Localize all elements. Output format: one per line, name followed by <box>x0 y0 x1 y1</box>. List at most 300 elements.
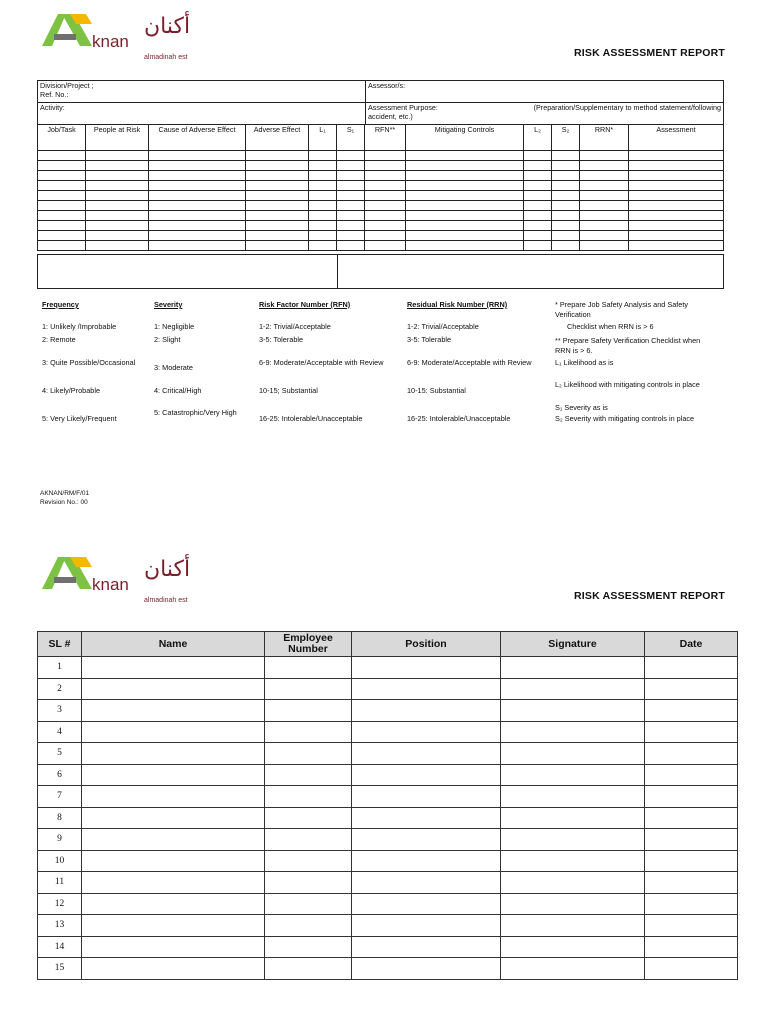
risk-table-cell[interactable] <box>365 201 406 211</box>
date-cell[interactable] <box>645 936 738 958</box>
risk-table-cell[interactable] <box>580 201 629 211</box>
note-item: * Prepare Job Safety Analysis and Safety Verification <box>555 300 689 319</box>
risk-table-cell[interactable] <box>337 151 365 161</box>
risk-table-cell[interactable] <box>524 231 552 241</box>
date-cell[interactable] <box>645 893 738 915</box>
signature-cell[interactable] <box>501 678 645 700</box>
risk-table-cell[interactable] <box>246 171 309 181</box>
risk-table-cell[interactable] <box>337 241 365 251</box>
employee-number-cell[interactable] <box>265 786 352 808</box>
row-number: 2 <box>38 678 82 700</box>
name-cell[interactable] <box>82 700 265 722</box>
revision-number: Revision No.: 00 <box>40 499 88 506</box>
name-cell[interactable] <box>82 743 265 765</box>
date-cell[interactable] <box>645 958 738 980</box>
signature-table <box>37 631 738 980</box>
date-cell[interactable] <box>645 657 738 679</box>
risk-table-cell[interactable] <box>149 181 246 191</box>
risk-table-cell[interactable] <box>580 161 629 171</box>
risk-table-header <box>38 125 724 151</box>
risk-table-cell[interactable] <box>246 231 309 241</box>
risk-table-cell[interactable] <box>38 171 86 181</box>
risk-table-cell[interactable] <box>524 241 552 251</box>
risk-table-cell[interactable] <box>38 191 86 201</box>
risk-table-cell[interactable] <box>309 211 337 221</box>
signature-cell[interactable] <box>501 915 645 937</box>
risk-table-cell[interactable] <box>580 211 629 221</box>
date-cell[interactable] <box>645 764 738 786</box>
risk-table-cell[interactable] <box>38 221 86 231</box>
rfn-item: 3-5: Tolerable <box>259 335 304 344</box>
remarks-table <box>37 254 724 289</box>
risk-table-cell[interactable] <box>552 221 580 231</box>
position-cell[interactable] <box>352 915 501 937</box>
risk-table-cell[interactable] <box>309 171 337 181</box>
signature-cell[interactable] <box>501 743 645 765</box>
risk-table-cell[interactable] <box>86 171 149 181</box>
signature-cell[interactable] <box>501 700 645 722</box>
risk-table-cell[interactable] <box>246 241 309 251</box>
risk-table-cell[interactable] <box>580 231 629 241</box>
row-number: 11 <box>38 872 82 894</box>
risk-table-cell[interactable] <box>524 211 552 221</box>
row-number: 5 <box>38 743 82 765</box>
date-cell[interactable] <box>645 829 738 851</box>
report-title-2: RISK ASSESSMENT REPORT <box>574 590 726 602</box>
signature-cell[interactable] <box>501 764 645 786</box>
risk-table-cell[interactable] <box>149 231 246 241</box>
date-cell[interactable] <box>645 872 738 894</box>
remarks-right-cell[interactable] <box>338 255 724 289</box>
risk-table-cell[interactable] <box>580 181 629 191</box>
risk-table-cell[interactable] <box>246 181 309 191</box>
employee-number-cell[interactable] <box>265 850 352 872</box>
signature-cell[interactable] <box>501 850 645 872</box>
name-cell[interactable] <box>82 721 265 743</box>
col-people: People at Risk <box>86 125 149 151</box>
risk-table-cell[interactable] <box>246 191 309 201</box>
risk-table-cell[interactable] <box>365 221 406 231</box>
risk-table-cell[interactable] <box>86 241 149 251</box>
employee-number-cell[interactable] <box>265 893 352 915</box>
employee-number-cell[interactable] <box>265 807 352 829</box>
risk-table-cell[interactable] <box>552 191 580 201</box>
risk-table-row <box>38 191 724 201</box>
risk-table-cell[interactable] <box>86 221 149 231</box>
signature-row <box>38 850 738 872</box>
risk-table-cell[interactable] <box>337 191 365 201</box>
risk-table-row <box>38 211 724 221</box>
risk-table-cell[interactable] <box>309 151 337 161</box>
legend-rrn-title: Residual Risk Number (RRN) <box>407 300 508 309</box>
frequency-item: 5: Very Likely/Frequent <box>42 414 117 423</box>
report-title: RISK ASSESSMENT REPORT <box>574 47 726 59</box>
row-number: 6 <box>38 764 82 786</box>
severity-item: 5: Catastrophic/Very High <box>154 408 237 417</box>
risk-table-cell[interactable] <box>365 231 406 241</box>
signature-row <box>38 678 738 700</box>
risk-table-cell[interactable] <box>309 221 337 231</box>
note-item: Checklist when RRN is > 6 <box>567 322 654 331</box>
row-number: 15 <box>38 958 82 980</box>
position-cell[interactable] <box>352 850 501 872</box>
form-code: AKNAN/RM/F/01 <box>40 490 90 497</box>
risk-table-cell[interactable] <box>149 241 246 251</box>
risk-table-row <box>38 201 724 211</box>
signature-cell[interactable] <box>501 786 645 808</box>
col-rrn: RRN* <box>580 125 629 151</box>
risk-table-cell[interactable] <box>38 151 86 161</box>
row-number: 14 <box>38 936 82 958</box>
name-cell[interactable] <box>82 764 265 786</box>
position-cell[interactable] <box>352 829 501 851</box>
risk-table-cell[interactable] <box>552 201 580 211</box>
signature-cell[interactable] <box>501 657 645 679</box>
company-logo-2 <box>40 555 200 611</box>
risk-table-cell[interactable] <box>524 221 552 231</box>
risk-table-cell[interactable] <box>552 171 580 181</box>
risk-table-cell[interactable] <box>337 181 365 191</box>
risk-table-cell[interactable] <box>38 241 86 251</box>
date-cell[interactable] <box>645 743 738 765</box>
name-cell[interactable] <box>82 850 265 872</box>
purpose-cell[interactable] <box>366 103 724 125</box>
risk-table-cell[interactable] <box>86 181 149 191</box>
risk-table-cell[interactable] <box>580 221 629 231</box>
date-cell[interactable] <box>645 786 738 808</box>
col-s1: S₁ <box>337 125 365 151</box>
risk-table-cell[interactable] <box>552 241 580 251</box>
name-cell[interactable] <box>82 936 265 958</box>
risk-table-cell[interactable] <box>580 191 629 201</box>
date-cell[interactable] <box>645 850 738 872</box>
risk-table-cell[interactable] <box>86 151 149 161</box>
signature-cell[interactable] <box>501 893 645 915</box>
frequency-item: 1: Unlikely /Improbable <box>42 322 117 331</box>
risk-table-cell[interactable] <box>629 231 724 241</box>
risk-table-cell[interactable] <box>406 201 524 211</box>
note-item: L₂ Likelihood with mitigating controls in place <box>555 380 700 389</box>
col-adverse: Adverse Effect <box>246 125 309 151</box>
row-number: 3 <box>38 700 82 722</box>
col-date: Date <box>645 632 738 657</box>
col-employee-number: Employee Number <box>265 632 352 657</box>
col-l1: L₁ <box>309 125 337 151</box>
risk-table-cell[interactable] <box>337 171 365 181</box>
legend-frequency-title: Frequency <box>42 300 79 309</box>
date-cell[interactable] <box>645 721 738 743</box>
risk-table-cell[interactable] <box>365 241 406 251</box>
risk-table-cell[interactable] <box>86 211 149 221</box>
employee-number-cell[interactable] <box>265 958 352 980</box>
risk-table-cell[interactable] <box>149 151 246 161</box>
logo-tagline: almadinah est <box>144 54 188 61</box>
position-cell[interactable] <box>352 936 501 958</box>
risk-table-cell[interactable] <box>38 211 86 221</box>
employee-number-cell[interactable] <box>265 743 352 765</box>
risk-table-cell[interactable] <box>629 201 724 211</box>
note-item: S₂ Severity with mitigating controls in place <box>555 414 695 423</box>
assessor-cell[interactable] <box>366 81 724 103</box>
col-mitigating: Mitigating Controls <box>406 125 524 151</box>
signature-row <box>38 764 738 786</box>
rfn-item: 10-15; Substantial <box>259 386 318 395</box>
col-signature: Signature <box>501 632 645 657</box>
position-cell[interactable] <box>352 721 501 743</box>
position-cell[interactable] <box>352 786 501 808</box>
purpose-text: (Preparation/Supplementary to method statement/following <box>533 103 721 112</box>
col-position: Position <box>352 632 501 657</box>
purpose-label: Assessment Purpose: <box>368 103 438 112</box>
risk-table-cell[interactable] <box>365 181 406 191</box>
signature-row <box>38 786 738 808</box>
logo-arabic-text: أكنان <box>144 557 191 582</box>
name-cell[interactable] <box>82 872 265 894</box>
row-number: 4 <box>38 721 82 743</box>
logo-tagline: almadinah est <box>144 597 188 604</box>
name-cell[interactable] <box>82 786 265 808</box>
risk-table-row <box>38 161 724 171</box>
risk-table-cell[interactable] <box>365 211 406 221</box>
rfn-item: 16-25: Intolerable/Unacceptable <box>259 414 363 423</box>
risk-table-cell[interactable] <box>524 161 552 171</box>
division-cell[interactable] <box>38 81 366 103</box>
row-number: 12 <box>38 893 82 915</box>
risk-table-cell[interactable] <box>552 211 580 221</box>
rfn-item: 6-9: Moderate/Acceptable with Review <box>259 358 384 367</box>
risk-table-cell[interactable] <box>524 191 552 201</box>
risk-table-cell[interactable] <box>365 171 406 181</box>
rrn-item: 10-15: Substantial <box>407 386 466 395</box>
risk-table-cell[interactable] <box>86 161 149 171</box>
risk-table-cell[interactable] <box>38 161 86 171</box>
col-rfn: RFN** <box>365 125 406 151</box>
position-cell[interactable] <box>352 764 501 786</box>
employee-number-cell[interactable] <box>265 915 352 937</box>
rrn-item: 1-2: Trivial/Acceptable <box>407 322 479 331</box>
risk-table-cell[interactable] <box>246 211 309 221</box>
risk-table-cell[interactable] <box>337 201 365 211</box>
risk-table-cell[interactable] <box>524 201 552 211</box>
risk-table-cell[interactable] <box>246 161 309 171</box>
date-cell[interactable] <box>645 700 738 722</box>
col-job: Job/Task <box>38 125 86 151</box>
remarks-left-cell[interactable] <box>38 255 338 289</box>
signature-cell[interactable] <box>501 807 645 829</box>
legend-severity-title: Severity <box>154 300 183 309</box>
col-l2: L₂ <box>524 125 552 151</box>
logo-latin-text: knan <box>92 575 129 594</box>
rfn-item: 1-2: Trivial/Acceptable <box>259 322 331 331</box>
risk-table-cell[interactable] <box>580 151 629 161</box>
signature-cell[interactable] <box>501 958 645 980</box>
position-cell[interactable] <box>352 958 501 980</box>
risk-table-cell[interactable] <box>365 161 406 171</box>
signature-row <box>38 958 738 980</box>
risk-table-cell[interactable] <box>86 191 149 201</box>
risk-table-row <box>38 181 724 191</box>
risk-table-cell[interactable] <box>524 171 552 181</box>
risk-table-cell[interactable] <box>337 231 365 241</box>
risk-table-cell[interactable] <box>629 181 724 191</box>
note-item: ** Prepare Safety Verification Checklist when RRN is > 6. <box>555 336 701 355</box>
col-name: Name <box>82 632 265 657</box>
risk-table-cell[interactable] <box>309 231 337 241</box>
name-cell[interactable] <box>82 807 265 829</box>
risk-table-cell[interactable] <box>149 211 246 221</box>
risk-table-cell[interactable] <box>365 191 406 201</box>
risk-table-cell[interactable] <box>38 201 86 211</box>
logo-arabic-text: أكنان <box>144 14 191 39</box>
risk-table-cell[interactable] <box>337 221 365 231</box>
rrn-item: 6-9: Moderate/Acceptable with Review <box>407 358 532 367</box>
risk-table-cell[interactable] <box>149 201 246 211</box>
signature-cell[interactable] <box>501 721 645 743</box>
risk-table-cell[interactable] <box>552 161 580 171</box>
risk-table-cell[interactable] <box>309 241 337 251</box>
risk-table-cell[interactable] <box>629 191 724 201</box>
frequency-item: 3: Quite Possible/Occasional <box>42 358 136 367</box>
note-item: S₁ Severity as is <box>555 403 608 412</box>
name-cell[interactable] <box>82 657 265 679</box>
row-number: 10 <box>38 850 82 872</box>
risk-table-cell[interactable] <box>406 151 524 161</box>
position-cell[interactable] <box>352 807 501 829</box>
severity-item: 4: Critical/High <box>154 386 202 395</box>
risk-table-cell[interactable] <box>365 151 406 161</box>
employee-number-cell[interactable] <box>265 829 352 851</box>
risk-table-cell[interactable] <box>406 171 524 181</box>
risk-table-cell[interactable] <box>149 171 246 181</box>
rrn-item: 16-25: Intolerable/Unacceptable <box>407 414 511 423</box>
risk-table-row <box>38 231 724 241</box>
position-cell[interactable] <box>352 743 501 765</box>
signature-cell[interactable] <box>501 872 645 894</box>
logo-latin-text: knan <box>92 32 129 51</box>
row-number: 8 <box>38 807 82 829</box>
frequency-item: 2: Remote <box>42 335 76 344</box>
risk-table-cell[interactable] <box>406 231 524 241</box>
risk-table-cell[interactable] <box>38 181 86 191</box>
risk-table-cell[interactable] <box>524 151 552 161</box>
risk-table-cell[interactable] <box>86 201 149 211</box>
risk-table-cell[interactable] <box>406 181 524 191</box>
position-cell[interactable] <box>352 678 501 700</box>
ref-label: Ref. No.: <box>40 90 69 99</box>
risk-table-cell[interactable] <box>309 161 337 171</box>
signature-row <box>38 807 738 829</box>
signature-row <box>38 936 738 958</box>
company-logo <box>40 12 200 68</box>
risk-table-cell[interactable] <box>580 241 629 251</box>
activity-label: Activity: <box>40 103 65 112</box>
risk-table-cell[interactable] <box>149 191 246 201</box>
legend-rfn-title: Risk Factor Number (RFN) <box>259 300 351 309</box>
risk-table-cell[interactable] <box>149 161 246 171</box>
position-cell[interactable] <box>352 657 501 679</box>
frequency-item: 4: Likely/Probable <box>42 386 101 395</box>
employee-number-cell[interactable] <box>265 721 352 743</box>
risk-table-cell[interactable] <box>309 191 337 201</box>
col-assessment: Assessment <box>629 125 724 151</box>
risk-table-cell[interactable] <box>406 221 524 231</box>
risk-table-cell[interactable] <box>406 161 524 171</box>
date-cell[interactable] <box>645 807 738 829</box>
risk-table-cell[interactable] <box>552 231 580 241</box>
risk-table-cell[interactable] <box>524 181 552 191</box>
risk-table-cell[interactable] <box>629 221 724 231</box>
employee-number-cell[interactable] <box>265 700 352 722</box>
signature-cell[interactable] <box>501 936 645 958</box>
date-cell[interactable] <box>645 915 738 937</box>
severity-item: 1: Negligible <box>154 322 195 331</box>
risk-table-cell[interactable] <box>149 221 246 231</box>
risk-table-cell[interactable] <box>246 221 309 231</box>
risk-table-row <box>38 221 724 231</box>
employee-number-cell[interactable] <box>265 936 352 958</box>
risk-table <box>37 124 724 251</box>
risk-table-cell[interactable] <box>406 191 524 201</box>
risk-table-cell[interactable] <box>337 161 365 171</box>
name-cell[interactable] <box>82 829 265 851</box>
risk-table-cell[interactable] <box>38 231 86 241</box>
name-cell[interactable] <box>82 678 265 700</box>
risk-table-cell[interactable] <box>86 231 149 241</box>
risk-table-cell[interactable] <box>246 151 309 161</box>
date-cell[interactable] <box>645 678 738 700</box>
signature-table-header <box>38 632 738 657</box>
signature-row <box>38 893 738 915</box>
division-label: Division/Project ; <box>40 81 94 90</box>
name-cell[interactable] <box>82 893 265 915</box>
activity-cell[interactable] <box>38 103 366 125</box>
position-cell[interactable] <box>352 872 501 894</box>
employee-number-cell[interactable] <box>265 657 352 679</box>
purpose-text-2: accident, etc.) <box>368 112 413 121</box>
position-cell[interactable] <box>352 893 501 915</box>
info-table <box>37 80 724 125</box>
employee-number-cell[interactable] <box>265 678 352 700</box>
risk-table-cell[interactable] <box>629 161 724 171</box>
risk-table-cell[interactable] <box>309 181 337 191</box>
risk-table-cell[interactable] <box>629 241 724 251</box>
risk-table-cell[interactable] <box>580 171 629 181</box>
risk-table-cell[interactable] <box>337 211 365 221</box>
risk-table-cell[interactable] <box>629 151 724 161</box>
position-cell[interactable] <box>352 700 501 722</box>
employee-number-cell[interactable] <box>265 764 352 786</box>
risk-table-cell[interactable] <box>406 241 524 251</box>
signature-cell[interactable] <box>501 829 645 851</box>
col-cause: Cause of Adverse Effect <box>149 125 246 151</box>
risk-table-cell[interactable] <box>309 201 337 211</box>
risk-table-cell[interactable] <box>552 151 580 161</box>
risk-table-row <box>38 171 724 181</box>
name-cell[interactable] <box>82 915 265 937</box>
col-s2: S₂ <box>552 125 580 151</box>
risk-table-cell[interactable] <box>406 211 524 221</box>
risk-table-cell[interactable] <box>246 201 309 211</box>
employee-number-cell[interactable] <box>265 872 352 894</box>
signature-row <box>38 700 738 722</box>
signature-row <box>38 743 738 765</box>
name-cell[interactable] <box>82 958 265 980</box>
risk-table-cell[interactable] <box>629 211 724 221</box>
risk-table-cell[interactable] <box>629 171 724 181</box>
signature-row <box>38 872 738 894</box>
signature-row <box>38 829 738 851</box>
risk-table-cell[interactable] <box>552 181 580 191</box>
